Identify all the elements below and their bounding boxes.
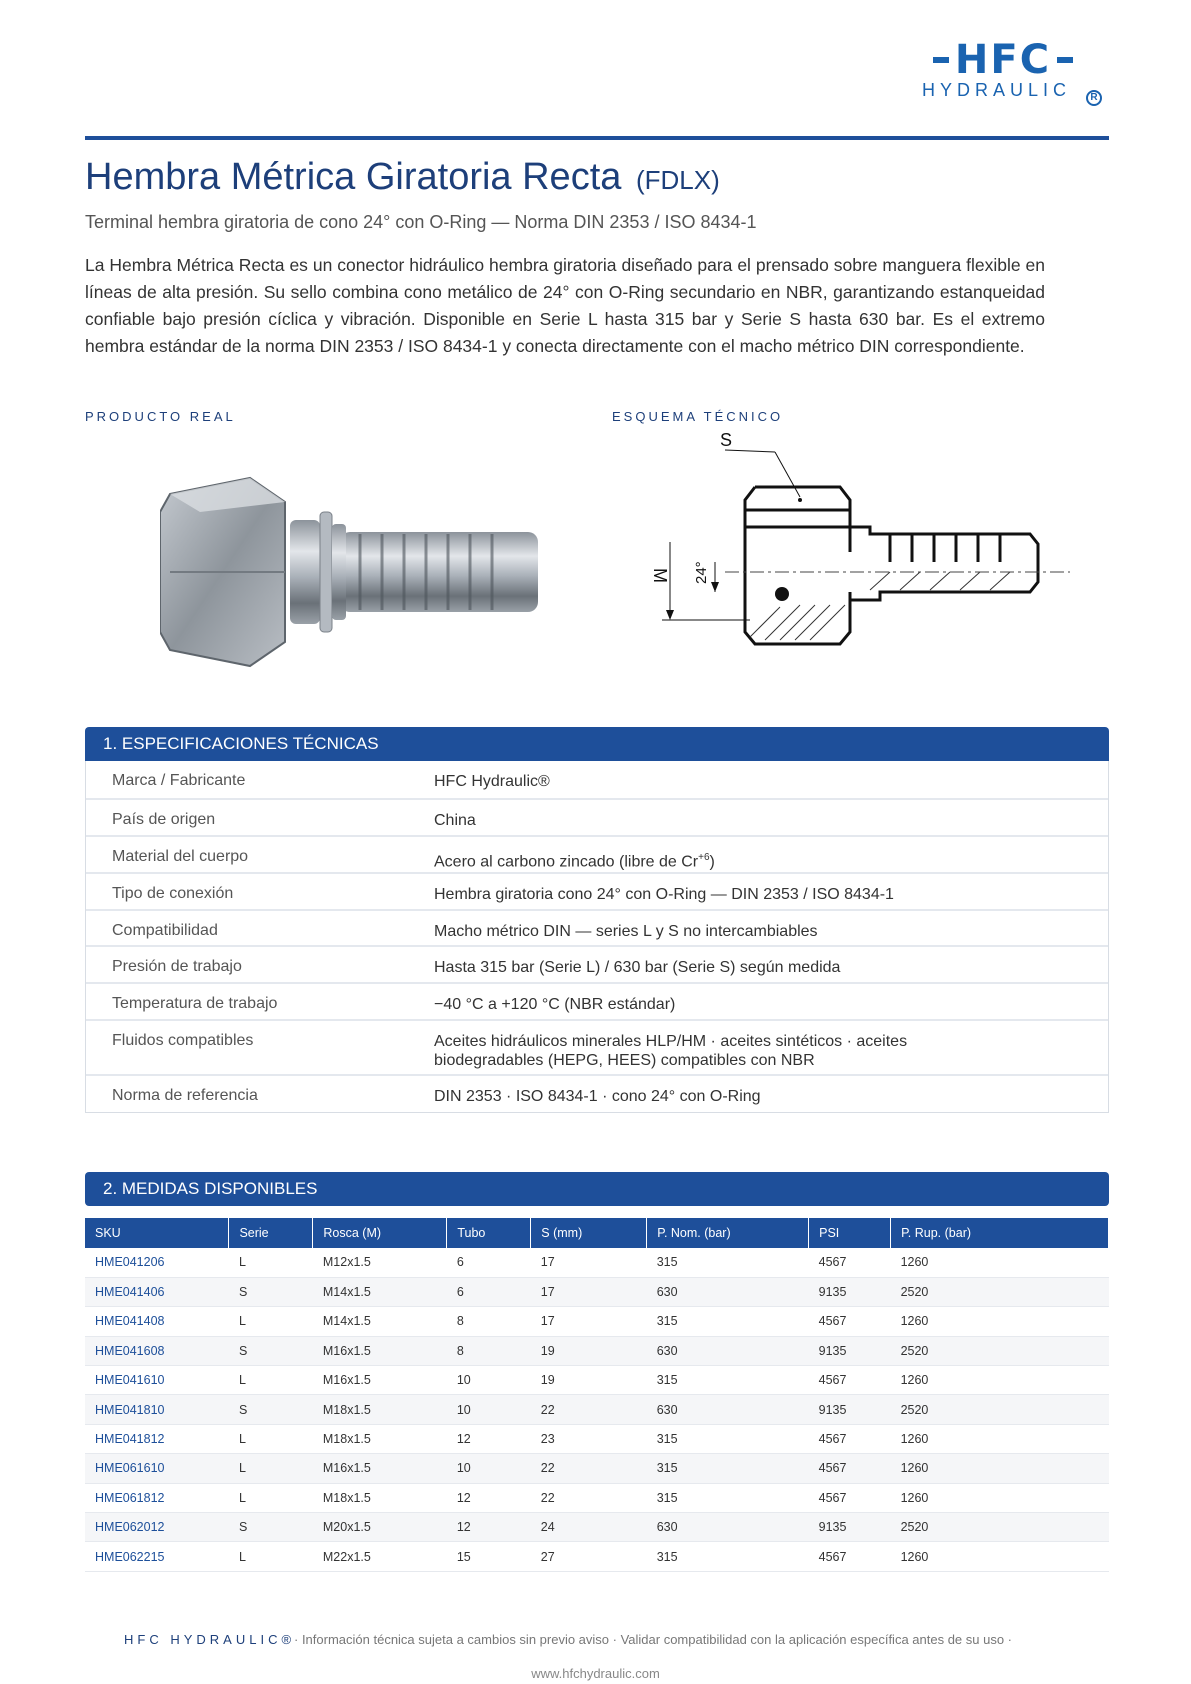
table-cell: L (229, 1542, 313, 1571)
spec-row (86, 982, 1108, 1019)
table-cell: 23 (531, 1424, 647, 1453)
spec-row (86, 1019, 1108, 1074)
table-cell: 1260 (891, 1542, 1109, 1571)
table-cell: S (229, 1277, 313, 1306)
column-header[interactable]: Tubo (447, 1218, 531, 1248)
table-cell: M18x1.5 (313, 1395, 447, 1424)
page-subtitle: Terminal hembra giratoria de cono 24° con O-Ring — Norma DIN 2353 / ISO 8434-1 (85, 212, 757, 232)
table-cell: 630 (647, 1336, 809, 1365)
spec-row (86, 909, 1108, 945)
spec-key: Temperatura de trabajo (112, 995, 278, 1012)
table-cell: L (229, 1248, 313, 1277)
spec-key: Material del cuerpo (112, 848, 249, 865)
spec-key: Tipo de conexión (112, 885, 234, 902)
table-cell: 2520 (891, 1395, 1109, 1424)
spec-value (434, 1021, 1108, 1074)
title-text: Hembra Métrica Giratoria Recta (85, 156, 622, 198)
table-row (85, 1395, 1109, 1424)
table-cell: 1260 (891, 1307, 1109, 1336)
table-cell: 315 (647, 1424, 809, 1453)
table-cell: 8 (447, 1336, 531, 1365)
footer-brand: HFC HYDRAULIC® (124, 1632, 296, 1647)
spec-value-text: DIN 2353 · ISO 8434-1 · cono 24° con O-Ring (434, 1088, 761, 1105)
table-row (85, 1542, 1109, 1571)
table-cell: 4567 (809, 1424, 891, 1453)
sku-cell[interactable]: HME062215 (85, 1542, 229, 1571)
spec-value (434, 1076, 1108, 1112)
hfc-logo (900, 37, 1106, 112)
table-cell: 9135 (809, 1277, 891, 1306)
column-header[interactable]: P. Rup. (bar) (891, 1218, 1109, 1248)
table-cell: 4567 (809, 1248, 891, 1277)
table-cell: 10 (447, 1454, 531, 1483)
specs-section-header: 1. ESPECIFICACIONES TÉCNICAS (85, 727, 1109, 761)
table-cell: M16x1.5 (313, 1454, 447, 1483)
table-row (85, 1454, 1109, 1483)
table-cell: 630 (647, 1277, 809, 1306)
table-cell: 8 (447, 1307, 531, 1336)
spec-key: Compatibilidad (112, 922, 218, 939)
table-cell: 27 (531, 1542, 647, 1571)
sku-cell[interactable]: HME062012 (85, 1513, 229, 1542)
spec-value-text: HFC Hydraulic® (434, 773, 550, 790)
table-cell: 6 (447, 1248, 531, 1277)
spec-row (86, 872, 1108, 909)
spec-value-text: Macho métrico DIN — series L y S no intercambiables (434, 923, 818, 940)
table-cell: L (229, 1454, 313, 1483)
registered-mark-icon: R (1086, 90, 1102, 106)
sku-cell[interactable]: HME041608 (85, 1336, 229, 1365)
table-cell: M16x1.5 (313, 1336, 447, 1365)
spec-value-tail: ) (709, 853, 715, 871)
table-cell: 4567 (809, 1542, 891, 1571)
schema-angle-label: 24° (693, 561, 710, 584)
spec-value-superscript: +6 (698, 852, 710, 863)
table-cell: 315 (647, 1483, 809, 1512)
footer-website-link[interactable]: www.hfchydraulic.com (531, 1666, 660, 1681)
sku-cell[interactable]: HME041408 (85, 1307, 229, 1336)
table-cell: M12x1.5 (313, 1248, 447, 1277)
table-row (85, 1307, 1109, 1336)
table-cell: 24 (531, 1513, 647, 1542)
table-cell: 1260 (891, 1454, 1109, 1483)
spec-value (434, 837, 1108, 872)
table-cell: M14x1.5 (313, 1307, 447, 1336)
table-cell: M14x1.5 (313, 1277, 447, 1306)
column-header[interactable]: P. Nom. (bar) (647, 1218, 809, 1248)
table-cell: 1260 (891, 1366, 1109, 1395)
column-header[interactable]: Serie (229, 1218, 313, 1248)
spec-value (434, 874, 1108, 909)
table-cell: 9135 (809, 1513, 891, 1542)
table-cell: 12 (447, 1513, 531, 1542)
table-cell: M16x1.5 (313, 1366, 447, 1395)
table-cell: 15 (447, 1542, 531, 1571)
table-cell: 6 (447, 1277, 531, 1306)
spec-row (86, 798, 1108, 835)
table-cell: 10 (447, 1395, 531, 1424)
spec-value-text: Hembra giratoria cono 24° con O-Ring — DIN 2353 / ISO 8434-1 (434, 886, 894, 903)
table-cell: 12 (447, 1424, 531, 1453)
table-cell: 22 (531, 1395, 647, 1424)
sku-cell[interactable]: HME041406 (85, 1277, 229, 1306)
table-cell: S (229, 1513, 313, 1542)
spec-row (86, 1074, 1108, 1112)
table-cell: 4567 (809, 1307, 891, 1336)
table-cell: 2520 (891, 1277, 1109, 1306)
table-row (85, 1336, 1109, 1365)
schema-s-label: S (720, 432, 733, 450)
table-cell: L (229, 1483, 313, 1512)
table-cell: L (229, 1424, 313, 1453)
technical-schema-drawing (640, 432, 1080, 682)
intro-paragraph: La Hembra Métrica Recta es un conector hidráulico hembra giratoria diseñado para el prensado sobre manguera flexible en líneas de alta presión. Su sello combina cono metálico de 24° con O-Ring secundario en NBR, garantizando estanqueidad confiable bajo presión cíclica y vibración. Disponible en Serie L hasta 315 bar y Serie S hasta 630 bar. Es el extremo hembra estándar de la norma DIN 2353 / ISO 8434-1 y conecta directamente con el macho métrico DIN correspondiente. (85, 255, 1045, 356)
table-row (85, 1248, 1109, 1277)
table-cell: 630 (647, 1513, 809, 1542)
spec-key: Norma de referencia (112, 1087, 258, 1104)
spec-value-text: Acero al carbono zincado (libre de Cr (434, 853, 699, 871)
spec-value (434, 761, 1108, 798)
table-cell: 22 (531, 1483, 647, 1512)
table-cell: L (229, 1307, 313, 1336)
table-cell: 9135 (809, 1395, 891, 1424)
table-cell: 630 (647, 1395, 809, 1424)
spec-key: Marca / Fabricante (112, 772, 246, 789)
page-title (85, 156, 720, 199)
spec-key: País de origen (112, 811, 216, 828)
table-cell: 22 (531, 1454, 647, 1483)
table-cell: M18x1.5 (313, 1483, 447, 1512)
spec-row (86, 761, 1108, 798)
column-header[interactable]: S (mm) (531, 1218, 647, 1248)
table-cell: S (229, 1336, 313, 1365)
spec-value (434, 984, 1108, 1019)
table-cell: 4567 (809, 1483, 891, 1512)
spec-row (86, 835, 1108, 872)
table-cell: 9135 (809, 1336, 891, 1365)
logo-brand: HFC (954, 37, 1052, 83)
sku-cell[interactable]: HME041812 (85, 1424, 229, 1453)
header-rule (85, 136, 1109, 140)
table-cell: M20x1.5 (313, 1513, 447, 1542)
title-code: (FDLX) (635, 165, 720, 195)
table-cell: 4567 (809, 1366, 891, 1395)
spec-value (434, 800, 1108, 835)
logo-subtitle: HYDRAULIC (922, 80, 1072, 100)
table-cell: 315 (647, 1454, 809, 1483)
product-photo (160, 472, 560, 672)
sku-cell[interactable]: HME061812 (85, 1483, 229, 1512)
spec-key: Fluidos compatibles (112, 1032, 254, 1049)
table-row (85, 1424, 1109, 1453)
table-cell: 1260 (891, 1483, 1109, 1512)
table-cell: 19 (531, 1366, 647, 1395)
specs-table (85, 761, 1109, 1113)
spec-value-text: Hasta 315 bar (Serie L) / 630 bar (Serie S) según medida (434, 959, 841, 976)
table-cell: 2520 (891, 1513, 1109, 1542)
table-cell: 1260 (891, 1424, 1109, 1453)
table-cell: 315 (647, 1542, 809, 1571)
sku-cell[interactable]: HME061610 (85, 1454, 229, 1483)
spec-value (434, 947, 1108, 982)
table-cell: S (229, 1395, 313, 1424)
table-cell: 17 (531, 1277, 647, 1306)
column-header[interactable]: Rosca (M) (313, 1218, 447, 1248)
table-cell: L (229, 1366, 313, 1395)
sku-cell[interactable]: HME041610 (85, 1366, 229, 1395)
technical-schema-label: ESQUEMA TÉCNICO (612, 409, 784, 424)
table-cell: 315 (647, 1366, 809, 1395)
table-cell: 4567 (809, 1454, 891, 1483)
sizes-table-header (85, 1218, 1109, 1248)
spec-value-text: Aceites hidráulicos minerales HLP/HM · aceites sintéticos · aceites biodegradables (HEPG, HEES) compatibles con NBR (434, 1033, 908, 1069)
table-row (85, 1277, 1109, 1306)
table-row (85, 1483, 1109, 1512)
table-cell: 315 (647, 1307, 809, 1336)
table-row (85, 1366, 1109, 1395)
table-cell: 1260 (891, 1248, 1109, 1277)
table-cell: 17 (531, 1307, 647, 1336)
schema-m-label: M (650, 568, 670, 583)
sku-cell[interactable]: HME041206 (85, 1248, 229, 1277)
table-cell: 315 (647, 1248, 809, 1277)
table-cell: 12 (447, 1483, 531, 1512)
table-cell: 19 (531, 1336, 647, 1365)
sku-cell[interactable]: HME041810 (85, 1395, 229, 1424)
table-row (85, 1513, 1109, 1542)
sizes-table (85, 1218, 1109, 1572)
table-cell: 2520 (891, 1336, 1109, 1365)
spec-value-text: China (434, 812, 476, 829)
spec-value-text: −40 °C a +120 °C (NBR estándar) (434, 996, 676, 1013)
product-photo-label: PRODUCTO REAL (85, 409, 236, 424)
spec-row (86, 945, 1108, 982)
table-cell: 10 (447, 1366, 531, 1395)
table-cell: M22x1.5 (313, 1542, 447, 1571)
column-header[interactable]: PSI (809, 1218, 891, 1248)
spec-key: Presión de trabajo (112, 958, 242, 975)
spec-value (434, 911, 1108, 945)
table-cell: 17 (531, 1248, 647, 1277)
table-cell: M18x1.5 (313, 1424, 447, 1453)
sizes-section-header: 2. MEDIDAS DISPONIBLES (85, 1172, 1109, 1206)
footer-disclaimer: · Información técnica sujeta a cambios sin previo aviso · Validar compatibilidad con la aplicación específica antes de su uso · (294, 1632, 1013, 1647)
column-header[interactable]: SKU (85, 1218, 229, 1248)
